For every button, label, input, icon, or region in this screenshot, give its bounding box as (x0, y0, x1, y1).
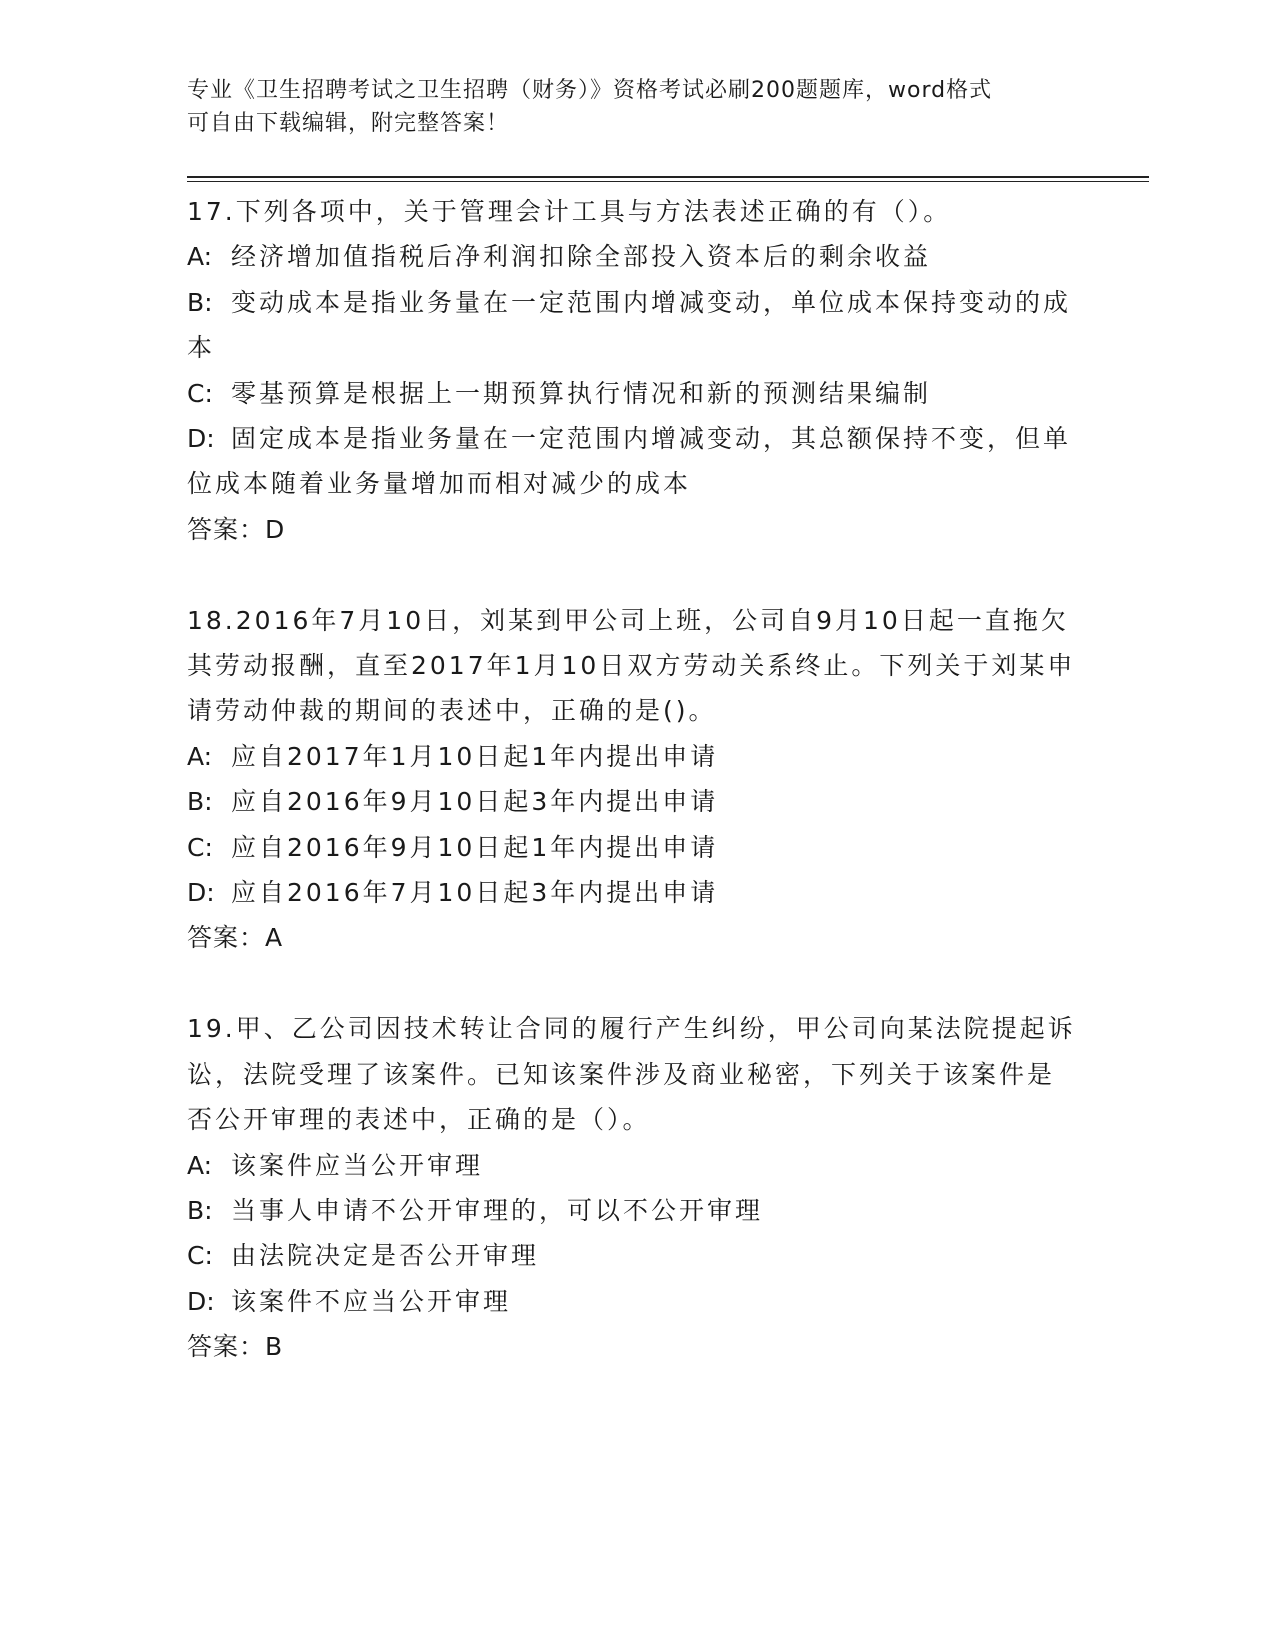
document-header (187, 74, 1067, 140)
option-text: 应自2017年1月10日起1年内提出申请 (231, 741, 719, 771)
option-letter: D: (187, 1286, 215, 1316)
question-list (187, 189, 1077, 1370)
question-spacer (187, 552, 1077, 597)
question-17 (187, 189, 1077, 552)
option-letter: D: (187, 424, 215, 454)
option-text: 应自2016年9月10日起3年内提出申请 (231, 787, 719, 817)
option-a (187, 234, 1077, 279)
option-d (187, 416, 1077, 507)
option-letter: A: (187, 1150, 213, 1180)
option-c (187, 1233, 1077, 1278)
option-b (187, 280, 1077, 371)
option-a (187, 1143, 1077, 1188)
option-d (187, 870, 1077, 915)
option-d (187, 1279, 1077, 1324)
option-letter: D: (187, 878, 215, 908)
question-19 (187, 1006, 1077, 1369)
question-spacer (187, 961, 1077, 1006)
option-text: 由法院决定是否公开审理 (231, 1241, 540, 1271)
option-text: 零基预算是根据上一期预算执行情况和新的预测结果编制 (231, 378, 932, 408)
question-stem: 17.下列各项中，关于管理会计工具与方法表述正确的有（）。 (187, 197, 952, 226)
option-text: 变动成本是指业务量在一定范围内增减变动，单位成本保持变动的成本 (187, 287, 1072, 363)
option-a (187, 734, 1077, 779)
option-letter: A: (187, 242, 213, 272)
option-b (187, 1188, 1077, 1233)
header-line-2: 可自由下载编辑，附完整答案！ (187, 111, 510, 136)
option-letter: B: (187, 287, 213, 317)
option-text: 经济增加值指税后净利润扣除全部投入资本后的剩余收益 (231, 242, 932, 272)
answer: 答案：D (187, 514, 286, 544)
option-letter: B: (187, 1195, 213, 1225)
question-stem: 19.甲、乙公司因技术转让合同的履行产生纠纷，甲公司向某法院提起诉讼，法院受理了该案件。已知该案件涉及商业秘密，下列关于该案件是否公开审理的表述中，正确的是（）。 (187, 1014, 1076, 1135)
answer: 答案：B (187, 1332, 284, 1362)
option-text: 该案件不应当公开审理 (231, 1286, 512, 1316)
option-b (187, 779, 1077, 824)
option-letter: B: (187, 787, 213, 817)
option-text: 固定成本是指业务量在一定范围内增减变动，其总额保持不变，但单位成本随着业务量增加而相对减少的成本 (187, 424, 1072, 499)
header-divider-thin (187, 181, 1149, 182)
option-letter: C: (187, 832, 213, 862)
option-text: 应自2016年9月10日起1年内提出申请 (231, 832, 719, 862)
option-c (187, 371, 1077, 416)
option-text: 应自2016年7月10日起3年内提出申请 (231, 878, 719, 908)
option-c (187, 825, 1077, 870)
header-divider-thick (187, 176, 1149, 178)
option-letter: A: (187, 741, 213, 771)
option-text: 该案件应当公开审理 (231, 1150, 484, 1180)
question-stem: 18.2016年7月10日，刘某到甲公司上班，公司自9月10日起一直拖欠其劳动报酬，直至2017年1月10日双方劳动关系终止。下列关于刘某申请劳动仲裁的期间的表述中，正确的是()。 (187, 605, 1076, 726)
answer: 答案：A (187, 923, 284, 953)
question-18 (187, 598, 1077, 961)
option-text: 当事人申请不公开审理的，可以不公开审理 (231, 1195, 764, 1225)
header-line-1: 专业《卫生招聘考试之卫生招聘（财务）》资格考试必刷200题题库，word格式 (187, 78, 993, 103)
option-letter: C: (187, 378, 213, 408)
option-letter: C: (187, 1241, 213, 1271)
